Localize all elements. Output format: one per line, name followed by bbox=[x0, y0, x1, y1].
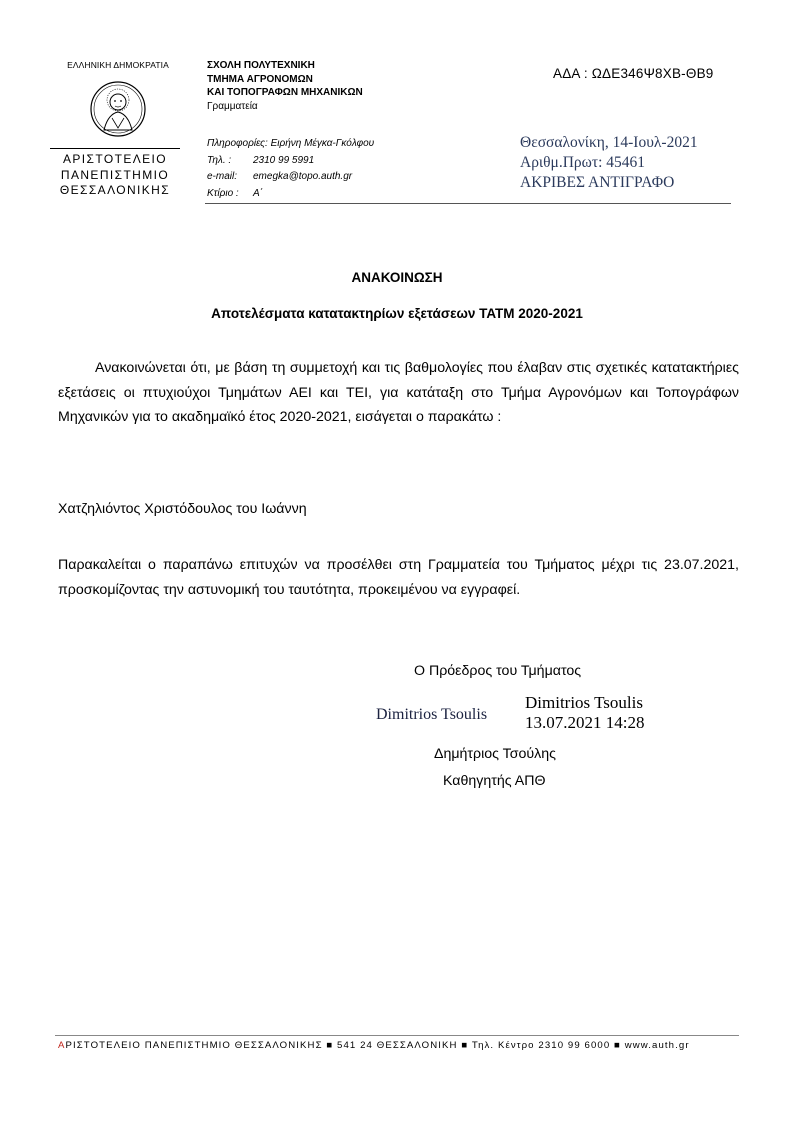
school-block bbox=[207, 59, 363, 113]
document-subtitle: Αποτελέσματα κατατακτηρίων εξετάσεων ΤΑΤΜ 2020-2021 bbox=[211, 306, 583, 321]
footer bbox=[58, 1040, 690, 1051]
university-name bbox=[45, 152, 185, 199]
footer-university: ΡΙΣΤΟΤΕΛΕΙΟ ΠΑΝΕΠΙΣΤΗΜΙΟ ΘΕΣΣΑΛΟΝΙΚΗΣ bbox=[65, 1040, 323, 1051]
footer-address: 541 24 ΘΕΣΣΑΛΟΝΙΚΗ bbox=[337, 1040, 458, 1051]
university-name-line: ΘΕΣΣΑΛΟΝΙΚΗΣ bbox=[59, 183, 171, 197]
phone-label: Τηλ. : bbox=[207, 154, 232, 166]
signer-title: Καθηγητής ΑΠΘ bbox=[443, 773, 546, 789]
building-row bbox=[207, 186, 374, 203]
stamp-date: Θεσσαλονίκη, 14-Ιουλ-2021 bbox=[520, 134, 698, 151]
signer-role: Ο Πρόεδρος του Τμήματος bbox=[414, 663, 582, 679]
footer-separator-icon: ■ bbox=[461, 1040, 469, 1051]
digital-signature-date: 13.07.2021 14:28 bbox=[525, 713, 645, 732]
university-divider bbox=[50, 148, 180, 149]
email-row bbox=[207, 169, 374, 186]
phone-row bbox=[207, 153, 374, 170]
digital-signature-mark: Dimitrios Tsoulis bbox=[376, 706, 488, 723]
instructions-paragraph: Παρακαλείται ο παραπάνω επιτυχών να προσέλθει στη Γραμματεία του Τμήματος μέχρι τις 23.07.2021, προσκομίζοντας την αστυνομική του ταυτότητα, προκειμένου να εγγραφεί. bbox=[58, 557, 739, 598]
footer-website-link[interactable]: www.auth.gr bbox=[624, 1040, 690, 1051]
republic-label: ΕΛΛΗΝΙΚΗ ΔΗΜΟΚΡΑΤΙΑ bbox=[67, 60, 169, 70]
ada-code: ΑΔΑ : ΩΔΕ346Ψ8ΧΒ-ΘΒ9 bbox=[553, 66, 714, 81]
stamp-certified-copy: ΑΚΡΙΒΕΣ ΑΝΤΙΓΡΑΦΟ bbox=[520, 174, 675, 191]
secretariat-label: Γραμματεία bbox=[207, 100, 258, 112]
digital-signature-details bbox=[525, 693, 644, 733]
announcement-paragraph: Ανακοινώνεται ότι, με βάση τη συμμετοχή και τις βαθμολογίες που έλαβαν στις σχετικές κατατακτήριες εξετάσεις οι πτυχιούχοι Τμημάτων ΑΕΙ και ΤΕΙ, για κατάταξη στο Τμήμα Αγρονόμων και Τοπογράφων Μηχανικών για το ακαδημαϊκό έτος 2020-2021, εισάγεται ο παρακάτω : bbox=[58, 360, 739, 425]
document-title: ΑΝΑΚΟΙΝΩΣΗ bbox=[351, 270, 443, 285]
footer-divider bbox=[55, 1035, 739, 1036]
signer-name: Δημήτριος Τσούλης bbox=[434, 746, 557, 762]
phone-value: 2310 99 5991 bbox=[253, 154, 315, 166]
stamp-protocol-number: Αριθμ.Πρωτ: 45461 bbox=[520, 154, 645, 171]
footer-initial: Α bbox=[58, 1040, 66, 1051]
candidate-name: Χατζηλιόντος Χριστόδουλος του Ιωάννη bbox=[58, 501, 307, 517]
university-seal-icon bbox=[88, 78, 148, 144]
school-name: ΣΧΟΛΗ ΠΟΛΥΤΕΧΝΙΚΗ bbox=[207, 60, 315, 71]
footer-separator-icon: ■ bbox=[614, 1040, 621, 1051]
building-value: Α΄ bbox=[253, 187, 263, 199]
university-name-line: ΑΡΙΣΤΟΤΕΛΕΙΟ bbox=[62, 152, 168, 166]
email-label: e-mail: bbox=[207, 171, 238, 182]
header-divider bbox=[205, 203, 731, 204]
protocol-stamp bbox=[520, 133, 698, 193]
digital-signature-name: Dimitrios Tsoulis bbox=[525, 693, 643, 712]
footer-phone: Τηλ. Κέντρο 2310 99 6000 bbox=[471, 1040, 611, 1051]
info-row bbox=[207, 136, 374, 153]
university-name-line: ΠΑΝΕΠΙΣΤΗΜΙΟ bbox=[60, 167, 170, 182]
footer-separator-icon: ■ bbox=[326, 1040, 334, 1051]
contact-block bbox=[207, 136, 374, 202]
department-name-line2: ΚΑΙ ΤΟΠΟΓΡΑΦΩΝ ΜΗΧΑΝΙΚΩΝ bbox=[207, 87, 363, 98]
department-name-line1: ΤΜΗΜΑ ΑΓΡΟΝΟΜΩΝ bbox=[207, 73, 313, 85]
info-text: Πληροφορίες: Ειρήνη Μέγκα-Γκόλφου bbox=[207, 138, 375, 149]
email-value[interactable]: emegka@topo.auth.gr bbox=[253, 171, 353, 182]
building-label: Κτίριο : bbox=[207, 187, 239, 199]
